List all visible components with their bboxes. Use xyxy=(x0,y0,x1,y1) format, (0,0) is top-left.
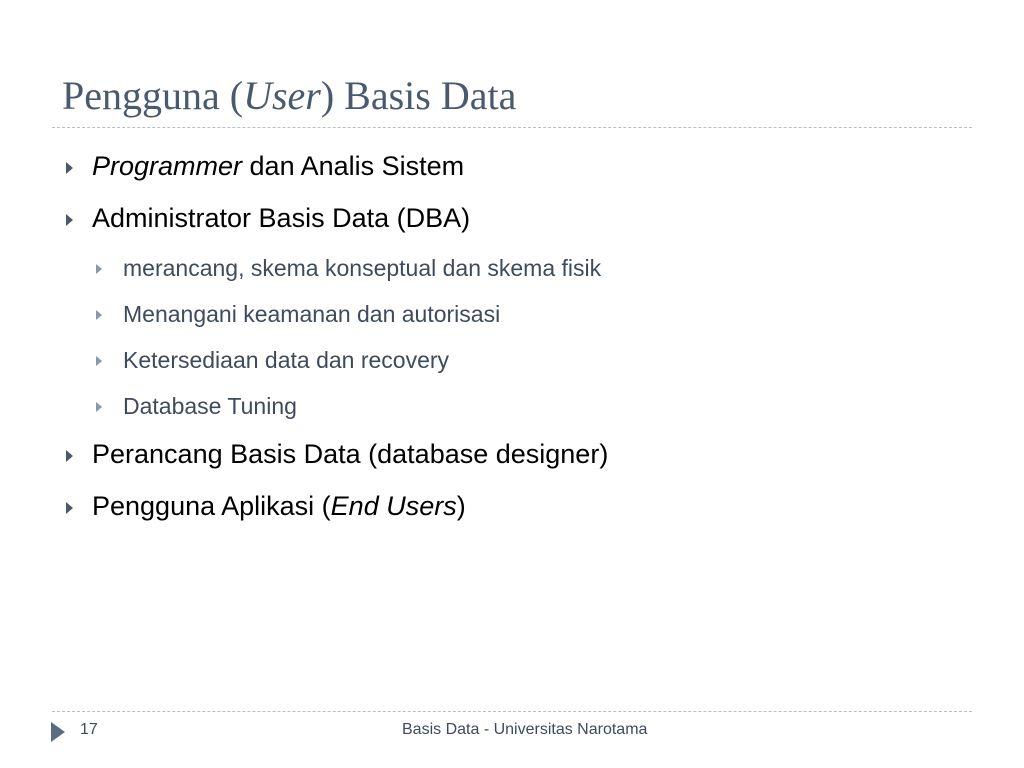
bullet-italic: End Users xyxy=(330,491,457,521)
sub-bullet-text: Menangani keamanan dan autorisasi xyxy=(123,301,501,327)
page-number: 17 xyxy=(80,721,98,738)
sub-bullet-icon xyxy=(96,402,102,412)
bullet-item xyxy=(62,430,962,482)
title-italic: User xyxy=(243,73,321,118)
sub-bullet-item xyxy=(62,384,962,430)
sub-bullet-icon xyxy=(96,264,102,274)
title-prefix: Pengguna ( xyxy=(62,73,244,118)
bullet-list xyxy=(62,142,962,534)
footer-text: Basis Data - Universitas Narotama xyxy=(402,721,648,738)
sub-bullet-text: merancang, skema konseptual dan skema fisik xyxy=(123,255,602,281)
bullet-icon xyxy=(66,502,73,514)
bullet-item xyxy=(62,482,962,534)
bullet-text: Perancang Basis Data (database designer) xyxy=(92,439,609,469)
bullet-text: Pengguna Aplikasi ( xyxy=(92,491,331,521)
bullet-icon xyxy=(66,162,73,174)
bullet-icon xyxy=(66,450,73,462)
footer-divider xyxy=(52,711,972,712)
bullet-italic: Programmer xyxy=(92,151,243,181)
title-suffix: ) Basis Data xyxy=(320,73,517,118)
sub-bullet-item xyxy=(62,338,962,384)
bullet-text: Administrator Basis Data (DBA) xyxy=(92,203,471,233)
sub-bullet-item xyxy=(62,292,962,338)
slide-title xyxy=(62,66,516,126)
bullet-item xyxy=(62,194,962,246)
bullet-suffix: ) xyxy=(456,491,466,521)
bullet-item xyxy=(62,142,962,194)
bullet-icon xyxy=(66,214,73,226)
triangle-right-icon[interactable] xyxy=(51,722,65,742)
sub-bullet-item xyxy=(62,246,962,292)
sub-bullet-icon xyxy=(96,356,102,366)
title-divider xyxy=(52,127,972,128)
bullet-text: dan Analis Sistem xyxy=(242,151,465,181)
sub-bullet-icon xyxy=(96,310,102,320)
sub-bullet-text: Database Tuning xyxy=(123,393,297,419)
sub-bullet-text: Ketersediaan data dan recovery xyxy=(123,347,450,373)
